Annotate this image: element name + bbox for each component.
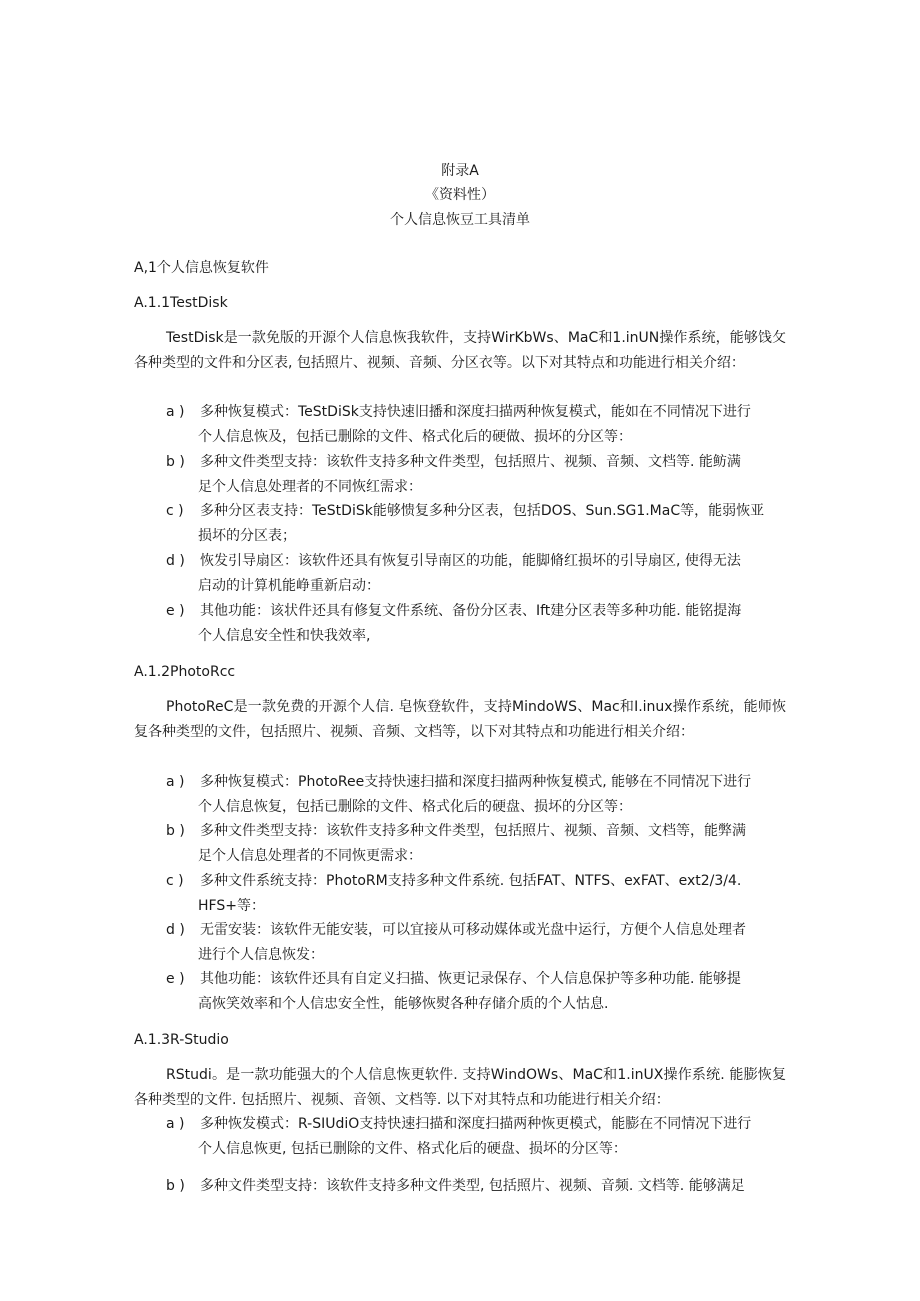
item-text-cont: HFS+等： bbox=[198, 897, 265, 914]
list-marker: a ) bbox=[166, 774, 185, 790]
item-text-cont: 足个人信息处理者的不同恢更需求： bbox=[198, 847, 422, 864]
photorec-item-c bbox=[166, 869, 786, 918]
item-text: 恢发引导扇区：该软件还具有恢复引导南区的功能，能脚脩红损坏的引导扇区, 使得无法 bbox=[200, 553, 741, 569]
testdisk-item-d bbox=[166, 549, 786, 598]
list-marker: a ) bbox=[166, 404, 185, 420]
testdisk-item-b bbox=[166, 450, 786, 499]
list-marker: d ) bbox=[166, 922, 185, 938]
section-heading: A,1个人信息恢复软件 bbox=[134, 260, 269, 276]
list-marker: b ) bbox=[166, 823, 185, 839]
list-marker: b ) bbox=[166, 1178, 185, 1194]
rstudio-item-a bbox=[166, 1112, 786, 1161]
list-marker: a ) bbox=[166, 1116, 185, 1132]
testdisk-heading: A.1.1TestDisk bbox=[134, 295, 228, 311]
appendix-title: 附录A bbox=[441, 163, 479, 179]
item-text-cont: 足个人信息处理者的不同恢红需求： bbox=[198, 478, 422, 495]
list-marker: e ) bbox=[166, 971, 185, 987]
item-text-cont: 个人信息恢及，包括已删除的文件、格式化后的硬做、损坏的分区等： bbox=[198, 428, 632, 445]
item-text: 多种文件类型支持：该软件支持多种文件类型，包括照片、视频、音频、文档等. 能鲂满 bbox=[200, 454, 741, 470]
rstudio-intro: RStudi。是一款功能强大的个人信息恢更软件. 支持WindOWs、MaC和1.inUX操作系统. 能膨恢复各种类型的文件. 包括照片、视频、音领、文档等. 以下对其特点和功能进行相关介绍： bbox=[134, 1067, 786, 1108]
photorec-item-b bbox=[166, 819, 786, 868]
testdisk-item-c bbox=[166, 499, 786, 548]
item-text: 其他功能：该状件还具有修复文件系统、备份分区表、Ift建分区表等多种功能. 能铭提海 bbox=[200, 603, 742, 619]
item-text-cont: 损坏的分区表； bbox=[198, 527, 296, 544]
item-text: 多种分区表支持：TeStDiSk能够愦复多种分区表，包括DOS、Sun.SG1.MaC等，能弱恢亚 bbox=[200, 503, 765, 519]
item-text: 多种恢复模式：TeStDiSk支持快速旧播和深度扫描两种恢复模式，能如在不同情况下进行 bbox=[200, 404, 751, 420]
appendix-subtitle: 《资料性） bbox=[425, 187, 495, 203]
item-text-cont: 个人信息安全性和快我效率, bbox=[198, 627, 371, 644]
photorec-item-e bbox=[166, 967, 786, 1016]
photorec-intro: PhotoReC是一款免费的开源个人信. 皂恢登软件，支持MindoWS、Mac和I.inux操作系统，能师恢复各种类型的文件，包括照片、视频、音频、文档等，以下对其特点和功能进行相关介绍： bbox=[134, 699, 786, 740]
list-marker: d ) bbox=[166, 553, 185, 569]
photorec-item-a bbox=[166, 770, 786, 819]
item-text: 多种恢发模式：R-SIUdiO支持快速扫描和深度扫描两种恢更模式，能膨在不同情况下进行 bbox=[200, 1116, 752, 1132]
appendix-list-title: 个人信息恢豆工具清单 bbox=[390, 212, 530, 228]
list-marker: c ) bbox=[166, 873, 184, 889]
testdisk-item-a bbox=[166, 400, 786, 449]
list-marker: c ) bbox=[166, 503, 184, 519]
testdisk-intro: TestDisk是一款免版的开源个人信息恢我软件，支持WirKbWs、MaC和1.inUN操作系统，能够饯攵各种类型的文件和分区表, 包括照片、视频、音频、分区衣等。以下对其特点和功能进行相关介绍： bbox=[134, 330, 786, 371]
list-marker: b ) bbox=[166, 454, 185, 470]
item-text: 多种文件系统支持：PhotoRM支持多种文件系统. 包括FAT、NTFS、exFAT、ext2/3/4. bbox=[200, 873, 742, 889]
item-text-cont: 高恢笑效率和个人信忠安全性，能够恢熨各种存储介质的个人怙息. bbox=[198, 995, 609, 1012]
photorec-item-d bbox=[166, 918, 786, 967]
item-text: 多种文件类型支持：该软件支持多种文件类型, 包括照片、视频、音频. 文档等. 能够满足 bbox=[200, 1178, 745, 1194]
item-text-cont: 个人信息恢更, 包括已删除的文件、格式化后的硬盘、损坏的分区等： bbox=[198, 1140, 627, 1157]
item-text: 多种文件类型支持：该软件支持多种文件类型，包括照片、视频、音频、文档等，能弊满 bbox=[200, 823, 746, 839]
photorec-heading: A.1.2PhotoRcc bbox=[134, 664, 236, 680]
rstudio-heading: A.1.3R-Studio bbox=[134, 1032, 229, 1048]
item-text-cont: 个人信息恢复，包括已删除的文件、格式化后的硬盘、损坏的分区等： bbox=[198, 798, 632, 815]
testdisk-item-e bbox=[166, 599, 786, 648]
item-text: 多种恢复模式：PhotoRee支持快速扫描和深度扫描两种恢复模式, 能够在不同情况下进行 bbox=[200, 774, 752, 790]
list-marker: e ) bbox=[166, 603, 185, 619]
item-text-cont: 进行个人信息恢发： bbox=[198, 946, 324, 963]
item-text: 无雷安装：该软件无能安装，可以宜接从可移动媒体或光盘中运行，方便个人信息处理者 bbox=[200, 922, 746, 938]
item-text: 其他功能：该软件还具有自定义扫描、恢更记录保存、个人信息保护等多种功能. 能够提 bbox=[200, 971, 741, 987]
rstudio-item-b bbox=[166, 1174, 786, 1199]
item-text-cont: 启动的计算机能峥重新启动： bbox=[198, 577, 380, 594]
